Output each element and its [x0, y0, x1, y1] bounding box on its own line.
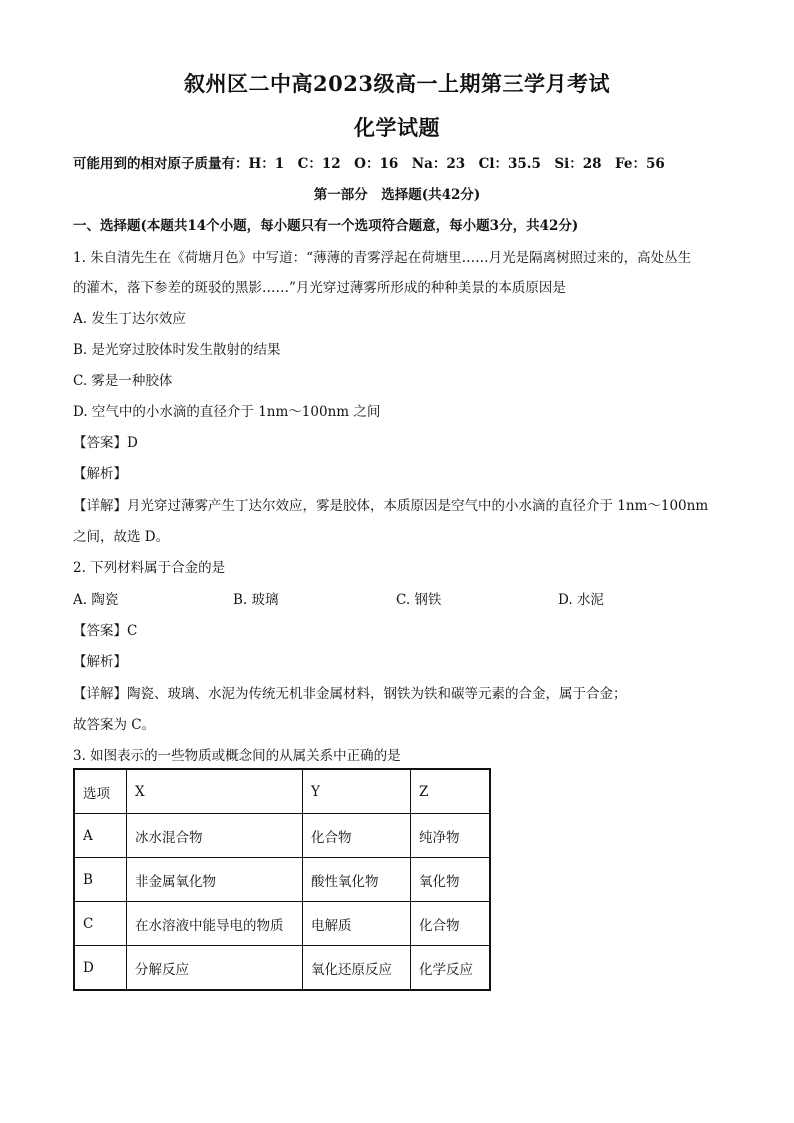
table-cell: 在水溶液中能导电的物质	[127, 902, 303, 946]
table-cell: 化合物	[303, 814, 411, 858]
q1-option-b: B. 是光穿过胶体时发生散射的结果	[73, 342, 281, 358]
table-row	[74, 946, 490, 991]
table-cell: B	[74, 858, 127, 902]
table-cell: 分解反应	[127, 946, 303, 991]
q2-option-a: A. 陶瓷	[73, 592, 119, 608]
q1-option-d: D. 空气中的小水滴的直径介于 1nm～100nm 之间	[73, 404, 381, 420]
table-cell: D	[74, 946, 127, 991]
q3-stem: 3. 如图表示的一些物质或概念间的从属关系中正确的是	[73, 748, 401, 764]
exam-title: 叙州区二中高2023级高一上期第三学月考试	[184, 71, 610, 96]
q2-analysis-label: 【解析】	[73, 654, 127, 670]
q2-stem: 2. 下列材料属于合金的是	[73, 560, 226, 576]
table-cell: A	[74, 814, 127, 858]
table-cell: 氧化还原反应	[303, 946, 411, 991]
exam-subtitle: 化学试题	[354, 115, 440, 140]
q2-option-c: C. 钢铁	[396, 592, 442, 608]
table-cell: 冰水混合物	[127, 814, 303, 858]
table-cell: 纯净物	[411, 814, 491, 858]
q1-detail-line1: 【详解】月光穿过薄雾产生丁达尔效应，雾是胶体，本质原因是空气中的小水滴的直径介于 1nm～100nm	[73, 498, 709, 514]
table-header-cell: Z	[411, 769, 491, 814]
table-header-cell: X	[127, 769, 303, 814]
q1-option-c: C. 雾是一种胶体	[73, 373, 173, 389]
table-cell: 氧化物	[411, 858, 491, 902]
table-cell: 非金属氧化物	[127, 858, 303, 902]
table-cell: 电解质	[303, 902, 411, 946]
table-cell: C	[74, 902, 127, 946]
q3-options-table	[73, 768, 491, 991]
q1-answer: 【答案】D	[73, 435, 138, 451]
q2-answer: 【答案】C	[73, 623, 138, 639]
q1-stem-line1: 1. 朱自清先生在《荷塘月色》中写道：“薄薄的青雾浮起在荷塘里……月光是隔离树照过来的，高处丛生	[73, 250, 692, 266]
q2-option-d: D. 水泥	[558, 592, 604, 608]
table-cell: 化学反应	[411, 946, 491, 991]
q2-option-b: B. 玻璃	[233, 592, 279, 608]
part-heading: 第一部分 选择题(共42分)	[313, 187, 481, 203]
table-header-row	[74, 769, 490, 814]
q1-analysis-label: 【解析】	[73, 466, 127, 482]
q1-stem-line2: 的灌木，落下参差的斑驳的黑影……”月光穿过薄雾所形成的种种美景的本质原因是	[73, 280, 566, 296]
section-heading: 一、选择题(本题共14个小题，每小题只有一个选项符合题意，每小题3分，共42分)	[73, 218, 579, 234]
table-header-cell: Y	[303, 769, 411, 814]
q2-detail-line1: 【详解】陶瓷、玻璃、水泥为传统无机非金属材料，钢铁为铁和碳等元素的合金，属于合金；	[73, 686, 627, 702]
table-cell: 酸性氧化物	[303, 858, 411, 902]
table-row	[74, 858, 490, 902]
table-row	[74, 902, 490, 946]
q1-option-a: A. 发生丁达尔效应	[73, 311, 186, 327]
table-cell: 化合物	[411, 902, 491, 946]
table-row	[74, 814, 490, 858]
table-header-cell: 选项	[74, 769, 127, 814]
q1-detail-line2: 之间，故选 D。	[73, 529, 170, 545]
atomic-masses-note: 可能用到的相对原子质量有：H：1 C：12 O：16 Na：23 Cl：35.5 Si：28 Fe：56	[73, 156, 665, 172]
q2-detail-line2: 故答案为 C。	[73, 717, 156, 733]
